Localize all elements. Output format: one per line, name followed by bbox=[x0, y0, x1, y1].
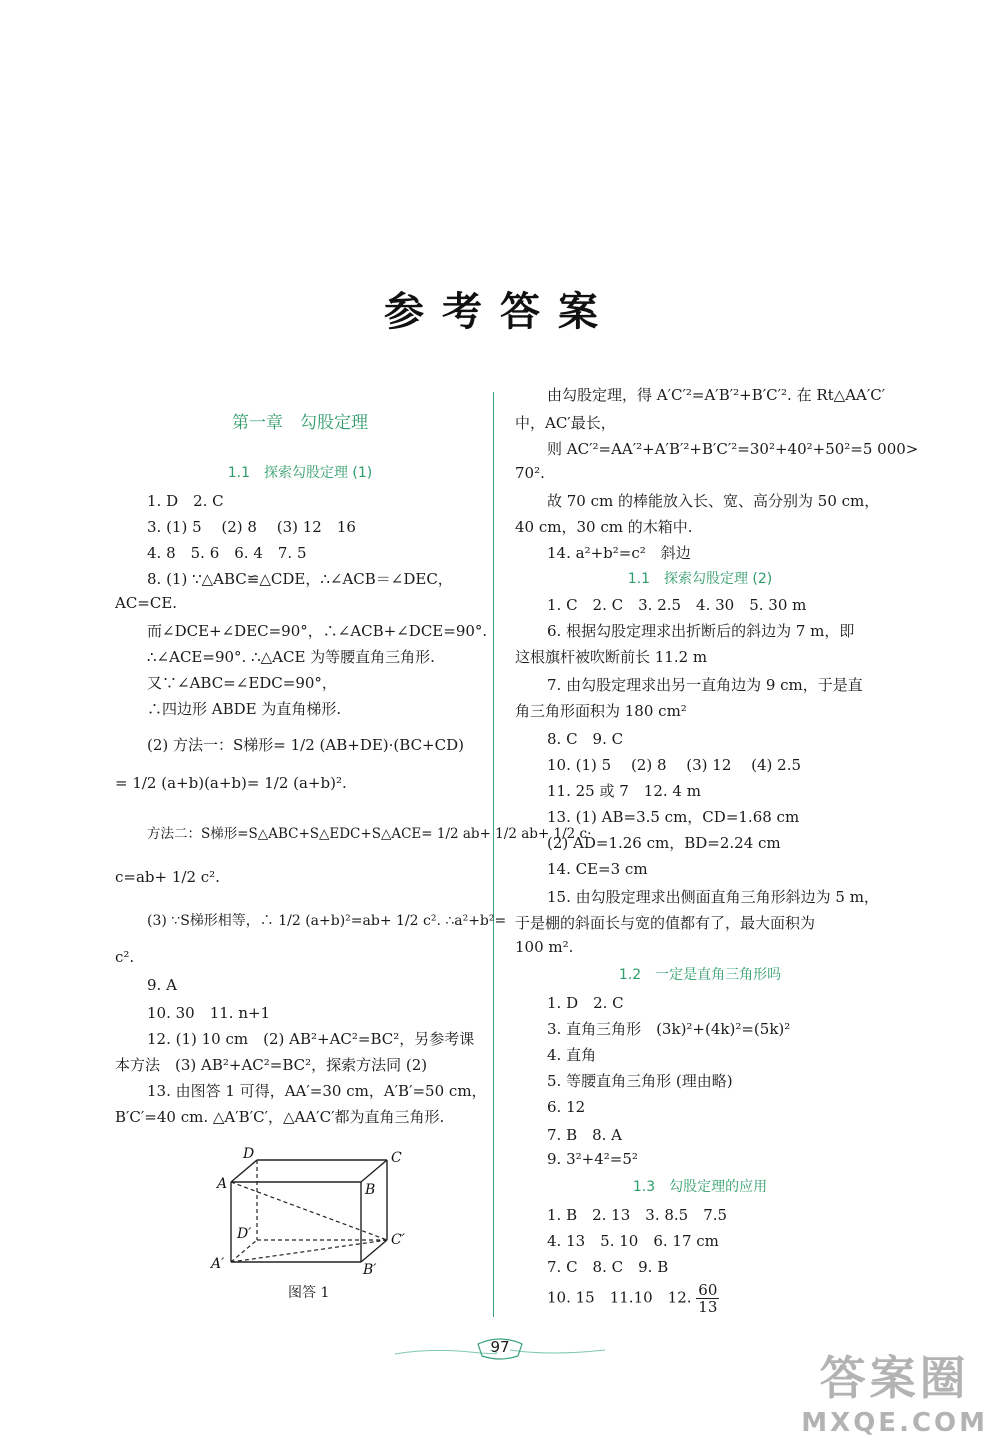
answer-line: 7. 由勾股定理求出另一直角边为 9 cm，于是直 bbox=[547, 676, 863, 694]
answer-line: 7. C 8. C 9. B bbox=[547, 1258, 669, 1276]
answer-line: 1. B 2. 13 3. 8.5 7.5 bbox=[547, 1206, 728, 1224]
formula-line: = 1/2 (a+b)(a+b)= 1/2 (a+b)². bbox=[115, 774, 347, 792]
section-heading: 1.2 一定是直角三角形吗 bbox=[618, 967, 782, 983]
formula-line: (2) 方法一：S梯形= 1/2 (AB+DE)·(BC+CD) bbox=[147, 736, 464, 754]
answer-line: 1. D 2. C bbox=[147, 492, 224, 510]
answer-line: 13. 由图答 1 可得，AA′=30 cm，A′B′=50 cm， bbox=[147, 1082, 487, 1100]
answer-line: 8. (1) ∵△ABC≌△CDE，∴∠ACB＝∠DEC， bbox=[147, 570, 453, 588]
answer-line: 10. (1) 5 (2) 8 (3) 12 (4) 2.5 bbox=[547, 756, 802, 774]
answer-line: 11. 25 或 7 12. 4 m bbox=[547, 782, 701, 800]
answer-line: 7. B 8. A bbox=[547, 1126, 623, 1144]
watermark-bottom: MXQE.COM bbox=[801, 1408, 988, 1438]
column-divider bbox=[493, 392, 494, 1317]
answer-line: 而∠DCE+∠DEC=90°，∴∠ACB+∠DCE=90°. bbox=[147, 622, 488, 640]
vertex-label: B′ bbox=[363, 1262, 377, 1275]
section-heading: 1.3 勾股定理的应用 bbox=[632, 1179, 768, 1195]
section-heading: 1.1 探索勾股定理 (1) bbox=[227, 465, 373, 481]
answer-text: 10. 15 11.10 12. bbox=[547, 1288, 692, 1307]
watermark-top: 答案圈 bbox=[819, 1351, 970, 1405]
edge-line bbox=[361, 1160, 387, 1182]
vertex-label: D′ bbox=[237, 1226, 252, 1242]
fraction bbox=[696, 1282, 719, 1315]
vertex-label: A′ bbox=[211, 1256, 225, 1272]
formula-line: c=ab+ 1/2 c². bbox=[115, 868, 220, 886]
answer-line: 9. 3²+4²=5² bbox=[547, 1150, 638, 1168]
chapter-heading: 第一章 勾股定理 bbox=[232, 413, 368, 433]
answer-line: 13. (1) AB=3.5 cm，CD=1.68 cm bbox=[547, 808, 800, 826]
answer-line: 这根旗杆被吹断前长 11.2 m bbox=[515, 648, 708, 666]
answer-line: 12. (1) 10 cm (2) AB²+AC²=BC²，另参考课 bbox=[147, 1030, 475, 1048]
page-number: 97 bbox=[490, 1338, 510, 1356]
vertex-label: A bbox=[217, 1176, 228, 1192]
edge-line bbox=[231, 1160, 257, 1182]
answer-line: B′C′=40 cm. △A′B′C′，△AA′C′都为直角三角形. bbox=[115, 1108, 445, 1126]
answer-line: 4. 8 5. 6 6. 4 7. 5 bbox=[147, 544, 307, 562]
section-heading: 1.1 探索勾股定理 (2) bbox=[627, 571, 773, 587]
answer-line: 则 AC′²=AA′²+A′B′²+B′C′²=30²+40²+50²=5 000> bbox=[547, 440, 919, 458]
answer-line: 4. 13 5. 10 6. 17 cm bbox=[547, 1232, 719, 1250]
answer-line: 14. a²+b²=c² 斜边 bbox=[547, 544, 691, 562]
diagonal-line bbox=[231, 1182, 387, 1240]
answer-line: c². bbox=[115, 948, 135, 966]
answer-line: ∴∠ACE=90°. ∴△ACE 为等腰直角三角形. bbox=[147, 648, 435, 666]
answer-line: 70². bbox=[515, 464, 545, 482]
formula-line: (3) ∵S梯形相等，∴ 1/2 (a+b)²=ab+ 1/2 c². ∴a²+b²= bbox=[147, 913, 507, 929]
answer-line: 10. 30 11. n+1 bbox=[147, 1004, 271, 1022]
diagonal-line bbox=[231, 1240, 387, 1262]
answer-line: 15. 由勾股定理求出侧面直角三角形斜边为 5 m， bbox=[547, 888, 879, 906]
fraction-numerator: 60 bbox=[698, 1281, 718, 1299]
answer-line: 故 70 cm 的棒能放入长、宽、高分别为 50 cm， bbox=[547, 492, 880, 510]
answer-line: 6. 12 bbox=[547, 1098, 586, 1116]
answer-line: 5. 等腰直角三角形 (理由略) bbox=[547, 1072, 733, 1090]
formula-line: 方法二：S梯形=S△ABC+S△EDC+S△ACE= 1/2 ab+ 1/2 ab+ 1/2 c· bbox=[147, 826, 592, 842]
answer-line bbox=[547, 1282, 719, 1315]
answer-line: (2) AD=1.26 cm，BD=2.24 cm bbox=[547, 834, 781, 852]
figure-caption: 图答 1 bbox=[288, 1285, 330, 1301]
ornament-wave-right bbox=[510, 1350, 605, 1353]
answer-line: 角三角形面积为 180 cm² bbox=[515, 702, 687, 720]
answer-line: 于是棚的斜面长与宽的值都有了，最大面积为 bbox=[515, 914, 816, 932]
answer-line: 100 m². bbox=[515, 938, 574, 956]
answer-line: 本方法 (3) AB²+AC²=BC²，探索方法同 (2) bbox=[115, 1056, 428, 1074]
vertex-label: C′ bbox=[391, 1232, 405, 1248]
watermark-logo bbox=[801, 1342, 988, 1438]
answer-line: 3. (1) 5 (2) 8 (3) 12 16 bbox=[147, 518, 356, 536]
answer-line: 1. D 2. C bbox=[547, 994, 624, 1012]
cuboid-figure bbox=[205, 1140, 425, 1275]
vertex-label: D bbox=[243, 1146, 255, 1162]
answer-line: AC=CE. bbox=[115, 594, 178, 612]
answer-line: 1. C 2. C 3. 2.5 4. 30 5. 30 m bbox=[547, 596, 807, 614]
answer-line: 3. 直角三角形 (3k)²+(4k)²=(5k)² bbox=[547, 1020, 791, 1038]
vertex-label: B bbox=[365, 1182, 376, 1198]
answer-line: 又∵∠ABC=∠EDC=90°， bbox=[147, 674, 337, 692]
answer-line: 4. 直角 bbox=[547, 1046, 597, 1064]
vertex-label: C bbox=[391, 1150, 402, 1166]
answer-line: ∴四边形 ABDE 为直角梯形. bbox=[147, 700, 342, 718]
answer-line: 8. C 9. C bbox=[547, 730, 624, 748]
answer-line: 40 cm，30 cm 的木箱中. bbox=[515, 518, 693, 536]
fraction-denominator: 13 bbox=[698, 1298, 718, 1316]
right-column bbox=[515, 380, 919, 1325]
answer-line: 14. CE=3 cm bbox=[547, 860, 648, 878]
answer-line: 由勾股定理，得 A′C′²=A′B′²+B′C′². 在 Rt△AA′C′ bbox=[547, 386, 886, 404]
page-title: 参考答案 bbox=[384, 289, 616, 335]
answer-line: 中，AC′最长， bbox=[515, 414, 616, 432]
answer-line: 6. 根据勾股定理求出折断后的斜边为 7 m，即 bbox=[547, 622, 855, 640]
answer-line: 9. A bbox=[147, 976, 177, 994]
